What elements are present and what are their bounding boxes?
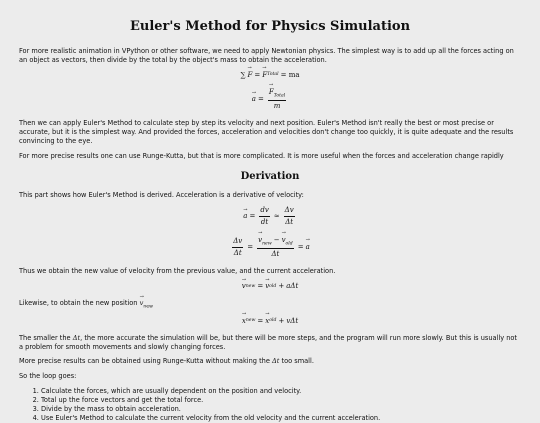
smaller-text-start: The smaller the xyxy=(19,333,71,342)
old-velocity-vector: → v xyxy=(282,236,286,244)
equation-derivative xyxy=(19,206,521,227)
old-subscript: old xyxy=(285,241,293,247)
fraction-denominator: Δt xyxy=(233,249,242,257)
sum-symbol: ∑ xyxy=(240,70,246,79)
equals-sign: = xyxy=(249,212,256,221)
likewise-paragraph xyxy=(19,299,521,310)
list-item: 3. Divide by the mass to obtain acceleration. xyxy=(41,405,521,414)
new-velocity-vector: → v xyxy=(242,282,246,291)
minus-sign: − xyxy=(273,235,280,244)
old-subscript: old xyxy=(269,283,277,289)
plus-sign: + xyxy=(278,316,285,325)
fraction-numerator: → F xyxy=(269,88,274,96)
equation-new-velocity xyxy=(19,282,521,291)
fraction-denominator: m xyxy=(273,102,281,111)
smaller-text-end: , the more accurate the simulation will be, but there will be more steps, and the program will run more slowly. But this is usually not a problem for smooth movements and slowly changing forces. xyxy=(19,333,517,351)
fraction-denominator: Δt xyxy=(271,250,280,259)
delta-t-symbol: Δt xyxy=(272,357,280,366)
fraction-denominator: dt xyxy=(260,218,269,227)
acceleration-vector: → a xyxy=(306,243,310,252)
position-vector: → v xyxy=(140,299,144,307)
v-delta-t-term: vΔt xyxy=(286,316,299,325)
new-subscript: new xyxy=(245,283,256,289)
equals-sign: = xyxy=(257,316,264,325)
equation-new-position xyxy=(19,317,521,326)
force-vector: → F xyxy=(247,71,252,80)
new-velocity-vector: → v xyxy=(258,236,262,244)
plus-sign: + xyxy=(278,282,285,291)
old-position-vector: → x xyxy=(265,317,269,326)
delta-t-symbol: Δt xyxy=(72,333,81,342)
smaller-dt-paragraph xyxy=(19,334,521,351)
new-subscript: new xyxy=(143,304,153,310)
equation-force-sum xyxy=(19,71,521,80)
equation-difference xyxy=(19,236,521,260)
rk-text-start: More precise results can be obtained using Runge-Kutta without making the xyxy=(19,357,270,366)
equals-ma: = ma xyxy=(280,70,300,79)
equals-sign: = xyxy=(247,242,254,251)
total-force-vector: → F xyxy=(262,71,267,80)
equation-acceleration xyxy=(19,88,521,112)
dv-dt-fraction xyxy=(259,206,269,227)
runge-kutta-paragraph: For more precise results one can use Runge-Kutta, but that is more complicated. It is more useful when the forces and acceleration change rapidly xyxy=(19,151,504,160)
new-subscript: new xyxy=(245,318,256,324)
equals-sign: = xyxy=(257,95,264,104)
derivation-heading: Derivation xyxy=(240,171,300,183)
thus-paragraph: Thus we obtain the new value of velocity from the previous value, and the current acceleration. xyxy=(19,267,336,276)
old-subscript: old xyxy=(269,318,277,324)
numerator-subscript: Total xyxy=(273,93,286,99)
page-title: Euler's Method for Physics Simulation xyxy=(129,19,411,34)
rk-text-end: too small. xyxy=(281,357,314,366)
intro-paragraph: For more realistic animation in VPython or other software, we need to apply Newtonian physics. The simplest way is to add up all the forces acting on an object as vectors, then divide by the total by the object's mass to obtain the acceleration. xyxy=(19,47,514,64)
force-over-mass-fraction xyxy=(268,88,286,112)
fraction-numerator: Δv xyxy=(232,237,243,248)
likewise-text: Likewise, to obtain the new position xyxy=(19,299,138,308)
new-subscript: new xyxy=(262,241,272,247)
list-item: 4. Use Euler's Method to calculate the current velocity from the old velocity and the current acceleration. xyxy=(41,414,521,423)
derivation-intro: This part shows how Euler's Method is derived. Acceleration is a derivative of velocity: xyxy=(19,191,304,200)
new-position-vector: → x xyxy=(242,317,246,326)
list-item: 1. Calculate the forces, which are usually dependent on the position and velocity. xyxy=(41,387,521,396)
old-velocity-vector: → v xyxy=(265,282,269,291)
velocity-difference-fraction xyxy=(257,236,294,260)
approx-sign: ≈ xyxy=(273,212,280,221)
acceleration-vector: → a xyxy=(243,212,247,221)
delta-v-delta-t-fraction xyxy=(284,206,295,227)
equals-sign: = xyxy=(297,242,304,251)
list-item: 2. Total up the force vectors and get the total force. xyxy=(41,396,521,405)
loop-intro: So the loop goes: xyxy=(19,372,77,380)
fraction-numerator: dv xyxy=(259,206,269,217)
fraction-numerator: Δv xyxy=(284,206,295,217)
runge-kutta-dt-paragraph xyxy=(19,357,521,366)
delta-v-delta-t-fraction xyxy=(232,237,243,258)
a-delta-t-term: aΔt xyxy=(286,282,299,291)
equals-sign: = xyxy=(257,282,264,291)
fraction-denominator: Δt xyxy=(285,218,294,227)
total-subscript: Total xyxy=(267,72,279,78)
euler-paragraph: Then we can apply Euler's Method to calculate step by step its velocity and next position. Euler's Method isn't really the best or most precise or accurate, but it is the simplest way. And provided the forces, acceleration and velocities don't change too quickly, it is quite adequate and the results convincing to the eye. xyxy=(19,119,514,145)
equals-sign: = xyxy=(254,70,261,79)
acceleration-vector: → a xyxy=(252,95,256,104)
